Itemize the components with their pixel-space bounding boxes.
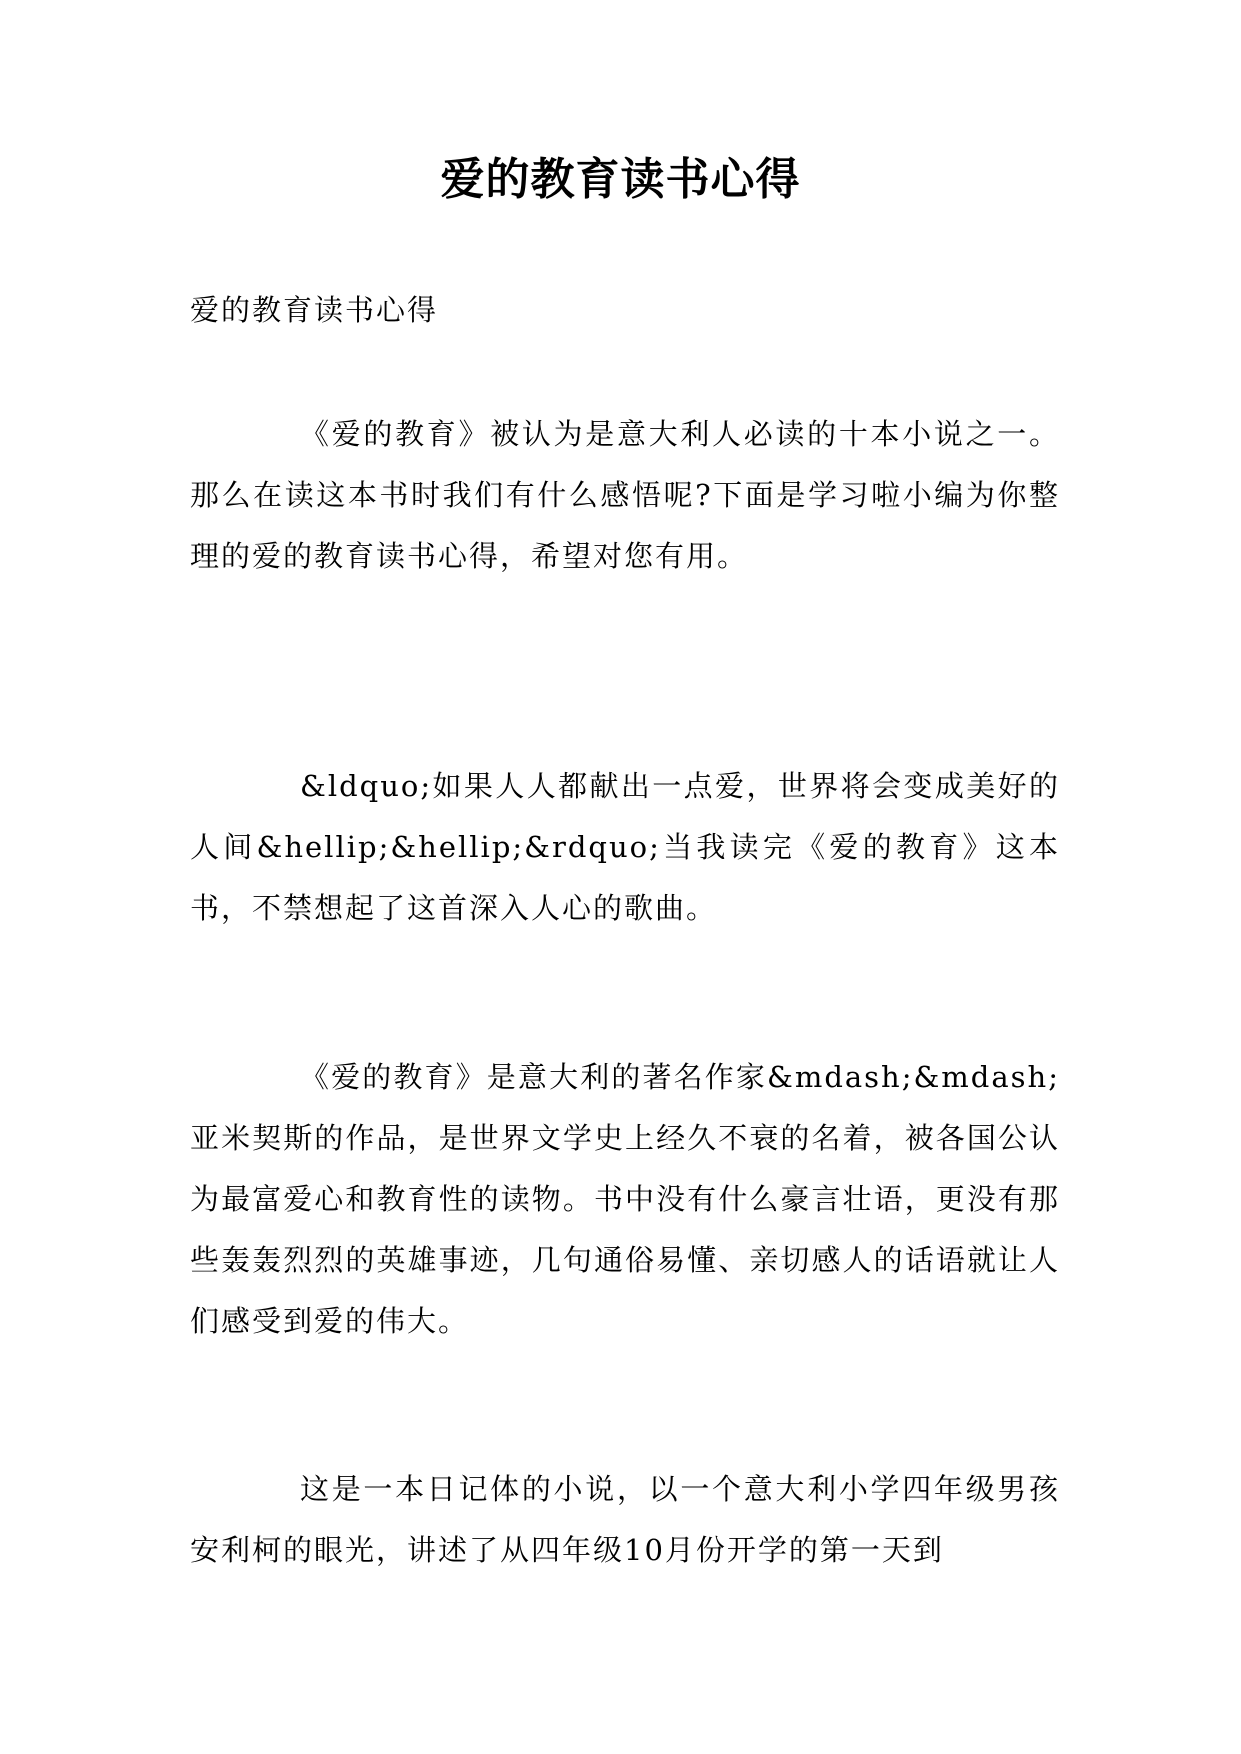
document-title: 爱的教育读书心得 bbox=[440, 154, 801, 205]
paragraph-3: 《爱的教育》是意大利的著名作家&mdash;&mdash;亚米契斯的作品，是世界文学史上经久不衰的名着，被各国公认为最富爱心和教育性的读物。书中没有什么豪言壮语，更没有那些轰轰烈烈的英雄事迹，几句通俗易懂、亲切感人的话语就让人们感受到爱的伟大。 bbox=[190, 1060, 1060, 1338]
document-subtitle: 爱的教育读书心得 bbox=[190, 293, 439, 327]
paragraph-1: 《爱的教育》被认为是意大利人必读的十本小说之一。那么在读这本书时我们有什么感悟呢?下面是学习啦小编为你整理的爱的教育读书心得，希望对您有用。 bbox=[190, 417, 1060, 573]
paragraph-2: &ldquo;如果人人都献出一点爱，世界将会变成美好的人间&hellip;&hellip;&rdquo;当我读完《爱的教育》这本书，不禁想起了这首深入人心的歌曲。 bbox=[190, 769, 1060, 925]
paragraph-4: 这是一本日记体的小说，以一个意大利小学四年级男孩安利柯的眼光，讲述了从四年级10月份开学的第一天到 bbox=[190, 1472, 1060, 1567]
